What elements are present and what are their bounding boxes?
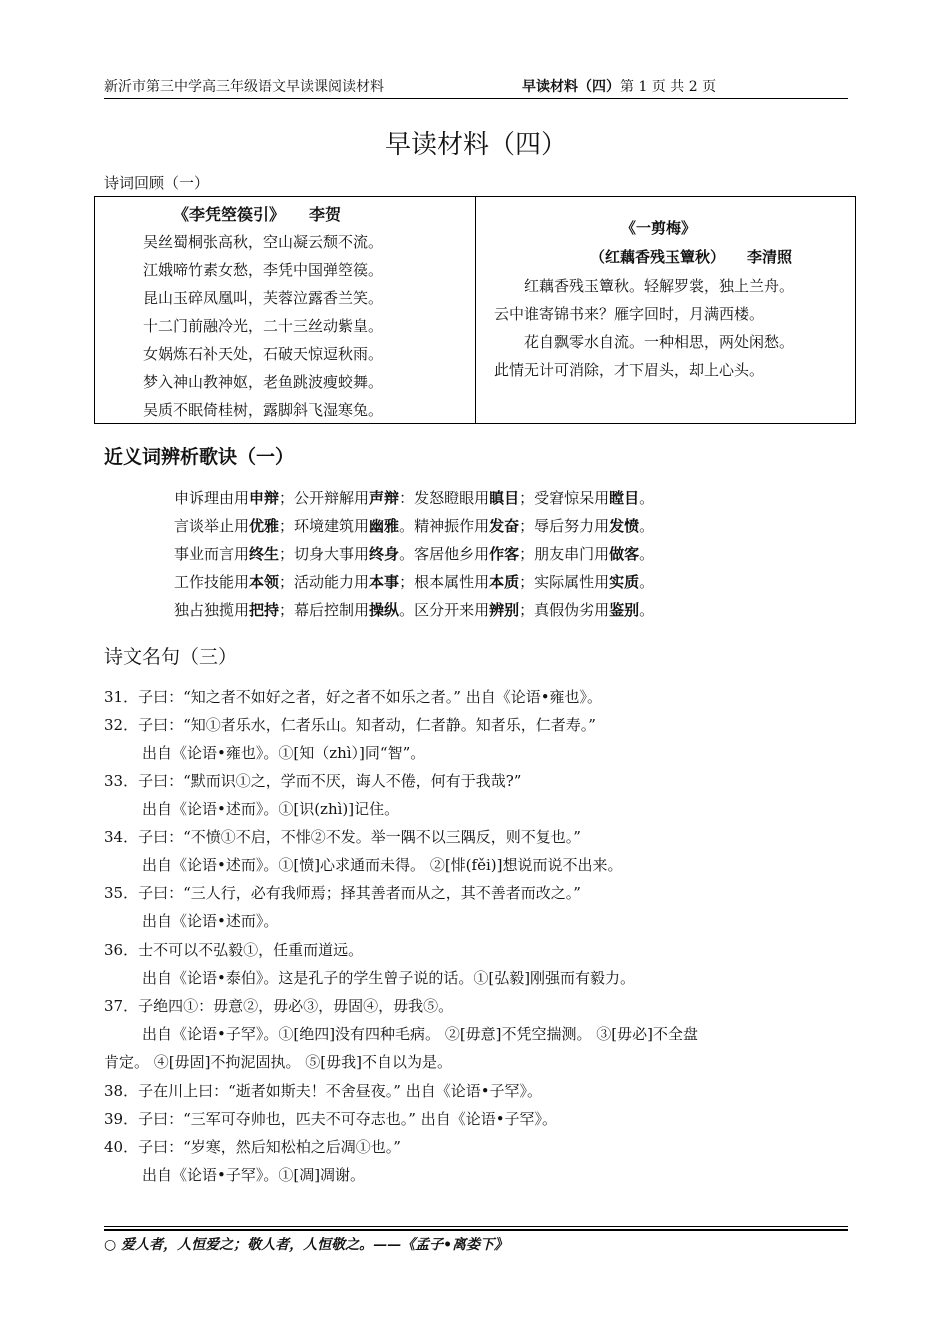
quote-source: 出自《论语•子罕》。①[凋]凋谢。 <box>142 1166 366 1184</box>
quote-source: 出自《论语•述而》。①[识(zhì)]记住。 <box>142 800 400 818</box>
poem2-line: 此情无计可消除，才下眉头，却上心头。 <box>494 361 765 379</box>
quote-line: 39．子曰：“三军可夺帅也，匹夫不可夺志也。” 出自《论语•子罕》。 <box>104 1110 558 1128</box>
poem2-line: 云中谁寄锦书来？雁字回时，月满西楼。 <box>494 305 765 323</box>
page-header <box>104 76 848 99</box>
header-page-info <box>522 76 716 96</box>
quote-line: 31．子曰：“知之者不如好之者，好之者不如乐之者。” 出自《论语•雍也》。 <box>104 688 603 706</box>
quotes-section-heading: 诗文名句（三） <box>104 646 238 668</box>
quote-line: 40．子曰：“岁寒，然后知松柏之后凋①也。” <box>104 1138 401 1156</box>
poem1-line: 十二门前融冷光，二十三丝动紫皇。 <box>143 317 384 335</box>
quote-source: 出自《论语•雍也》。①[知（zhì）]同“智”。 <box>142 744 426 762</box>
poem2-line: 红藕香残玉簟秋。轻解罗裳，独上兰舟。 <box>524 277 795 295</box>
poem1-title: 《李凭箜篌引》 <box>173 205 286 224</box>
quote-source: 出自《论语•子罕》。①[绝四]没有四种毛病。 ②[毋意]不凭空揣测。 ③[毋必]不全盘 <box>142 1025 698 1043</box>
poem-table-divider <box>475 197 476 423</box>
synonym-rhyme-line: 独占独揽用把持；幕后控制用操纵。区分开来用辨别；真假伪劣用鉴别。 <box>174 601 655 619</box>
poem2-subtitle-line <box>590 246 792 267</box>
quote-line: 37．子绝四①：毋意②，毋必③，毋固④，毋我⑤。 <box>104 997 454 1015</box>
header-page-number: 第 1 页 共 2 页 <box>620 79 717 95</box>
poem2-title: 《一剪梅》 <box>621 219 697 237</box>
poem2-line: 花自飘零水自流。一种相思，两处闲愁。 <box>524 333 795 351</box>
synonym-rhyme-line: 工作技能用本领；活动能力用本事；根本属性用本质；实际属性用实质。 <box>174 573 655 591</box>
quote-source-continued: 肯定。 ④[毋固]不拘泥固执。 ⑤[毋我]不自以为是。 <box>104 1053 452 1071</box>
header-school: 新沂市第三中学高三年级语文早读课阅读材料 <box>104 79 384 95</box>
poem1-title-line <box>173 202 341 225</box>
footer-rule <box>104 1226 848 1231</box>
poem1-line: 女娲炼石补天处，石破天惊逗秋雨。 <box>143 345 384 363</box>
quote-source: 出自《论语•述而》。①[愤]心求通而未得。 ②[悱(fěi)]想说而说不出来。 <box>142 856 623 874</box>
poem-section-heading: 诗词回顾（一） <box>104 174 210 192</box>
poem1-line: 昆山玉碎凤凰叫，芙蓉泣露香兰笑。 <box>143 289 384 307</box>
quote-line: 38．子在川上曰：“逝者如斯夫！不舍昼夜。” 出自《论语•子罕》。 <box>104 1082 543 1100</box>
quote-line: 35．子曰：“三人行，必有我师焉；择其善者而从之，其不善者而改之。” <box>104 884 581 902</box>
quote-source: 出自《论语•泰伯》。这是孔子的学生曾子说的话。①[弘毅]刚强而有毅力。 <box>142 969 636 987</box>
synonym-rhyme-line: 言谈举止用优雅；环境建筑用幽雅。精神振作用发奋；辱后努力用发愤。 <box>174 517 655 535</box>
footer-motto: ○ 爱人者，人恒爱之；敬人者，人恒敬之。——《孟子•离娄下》 <box>104 1237 509 1253</box>
header-material-name: 早读材料（四） <box>522 79 620 95</box>
synonym-section-heading: 近义词辨析歌诀（一） <box>104 446 295 468</box>
poem1-line: 江娥啼竹素女愁，李凭中国弹箜篌。 <box>143 261 384 279</box>
quote-line: 34．子曰：“不愤①不启，不悱②不发。举一隅不以三隅反，则不复也。” <box>104 828 581 846</box>
synonym-rhyme-line: 事业而言用终生；切身大事用终身。客居他乡用作客；朋友串门用做客。 <box>174 545 655 563</box>
quote-line: 32．子曰：“知①者乐水，仁者乐山。知者动，仁者静。知者乐，仁者寿。” <box>104 716 596 734</box>
poem1-line: 吴质不眠倚桂树，露脚斜飞湿寒兔。 <box>143 401 384 419</box>
quote-source: 出自《论语•述而》。 <box>142 912 279 930</box>
poem-table <box>94 196 856 424</box>
quote-line: 33．子曰：“默而识①之，学而不厌，诲人不倦，何有于我哉?” <box>104 772 522 790</box>
poem2-author: 李清照 <box>747 248 793 266</box>
poem1-author: 李贺 <box>309 205 342 224</box>
poem2-subtitle: （红藕香残玉簟秋） <box>590 248 726 266</box>
poem1-line: 梦入神山教神妪，老鱼跳波瘦蛟舞。 <box>143 373 384 391</box>
quote-line: 36．士不可以不弘毅①，任重而道远。 <box>104 941 364 959</box>
poem1-line: 吴丝蜀桐张高秋，空山凝云颓不流。 <box>143 233 384 251</box>
synonym-rhyme-line: 申诉理由用申辩；公开辩解用声辩：发怒瞪眼用瞋目；受窘惊呆用瞠目。 <box>174 489 655 507</box>
page-title: 早读材料（四） <box>384 130 567 160</box>
